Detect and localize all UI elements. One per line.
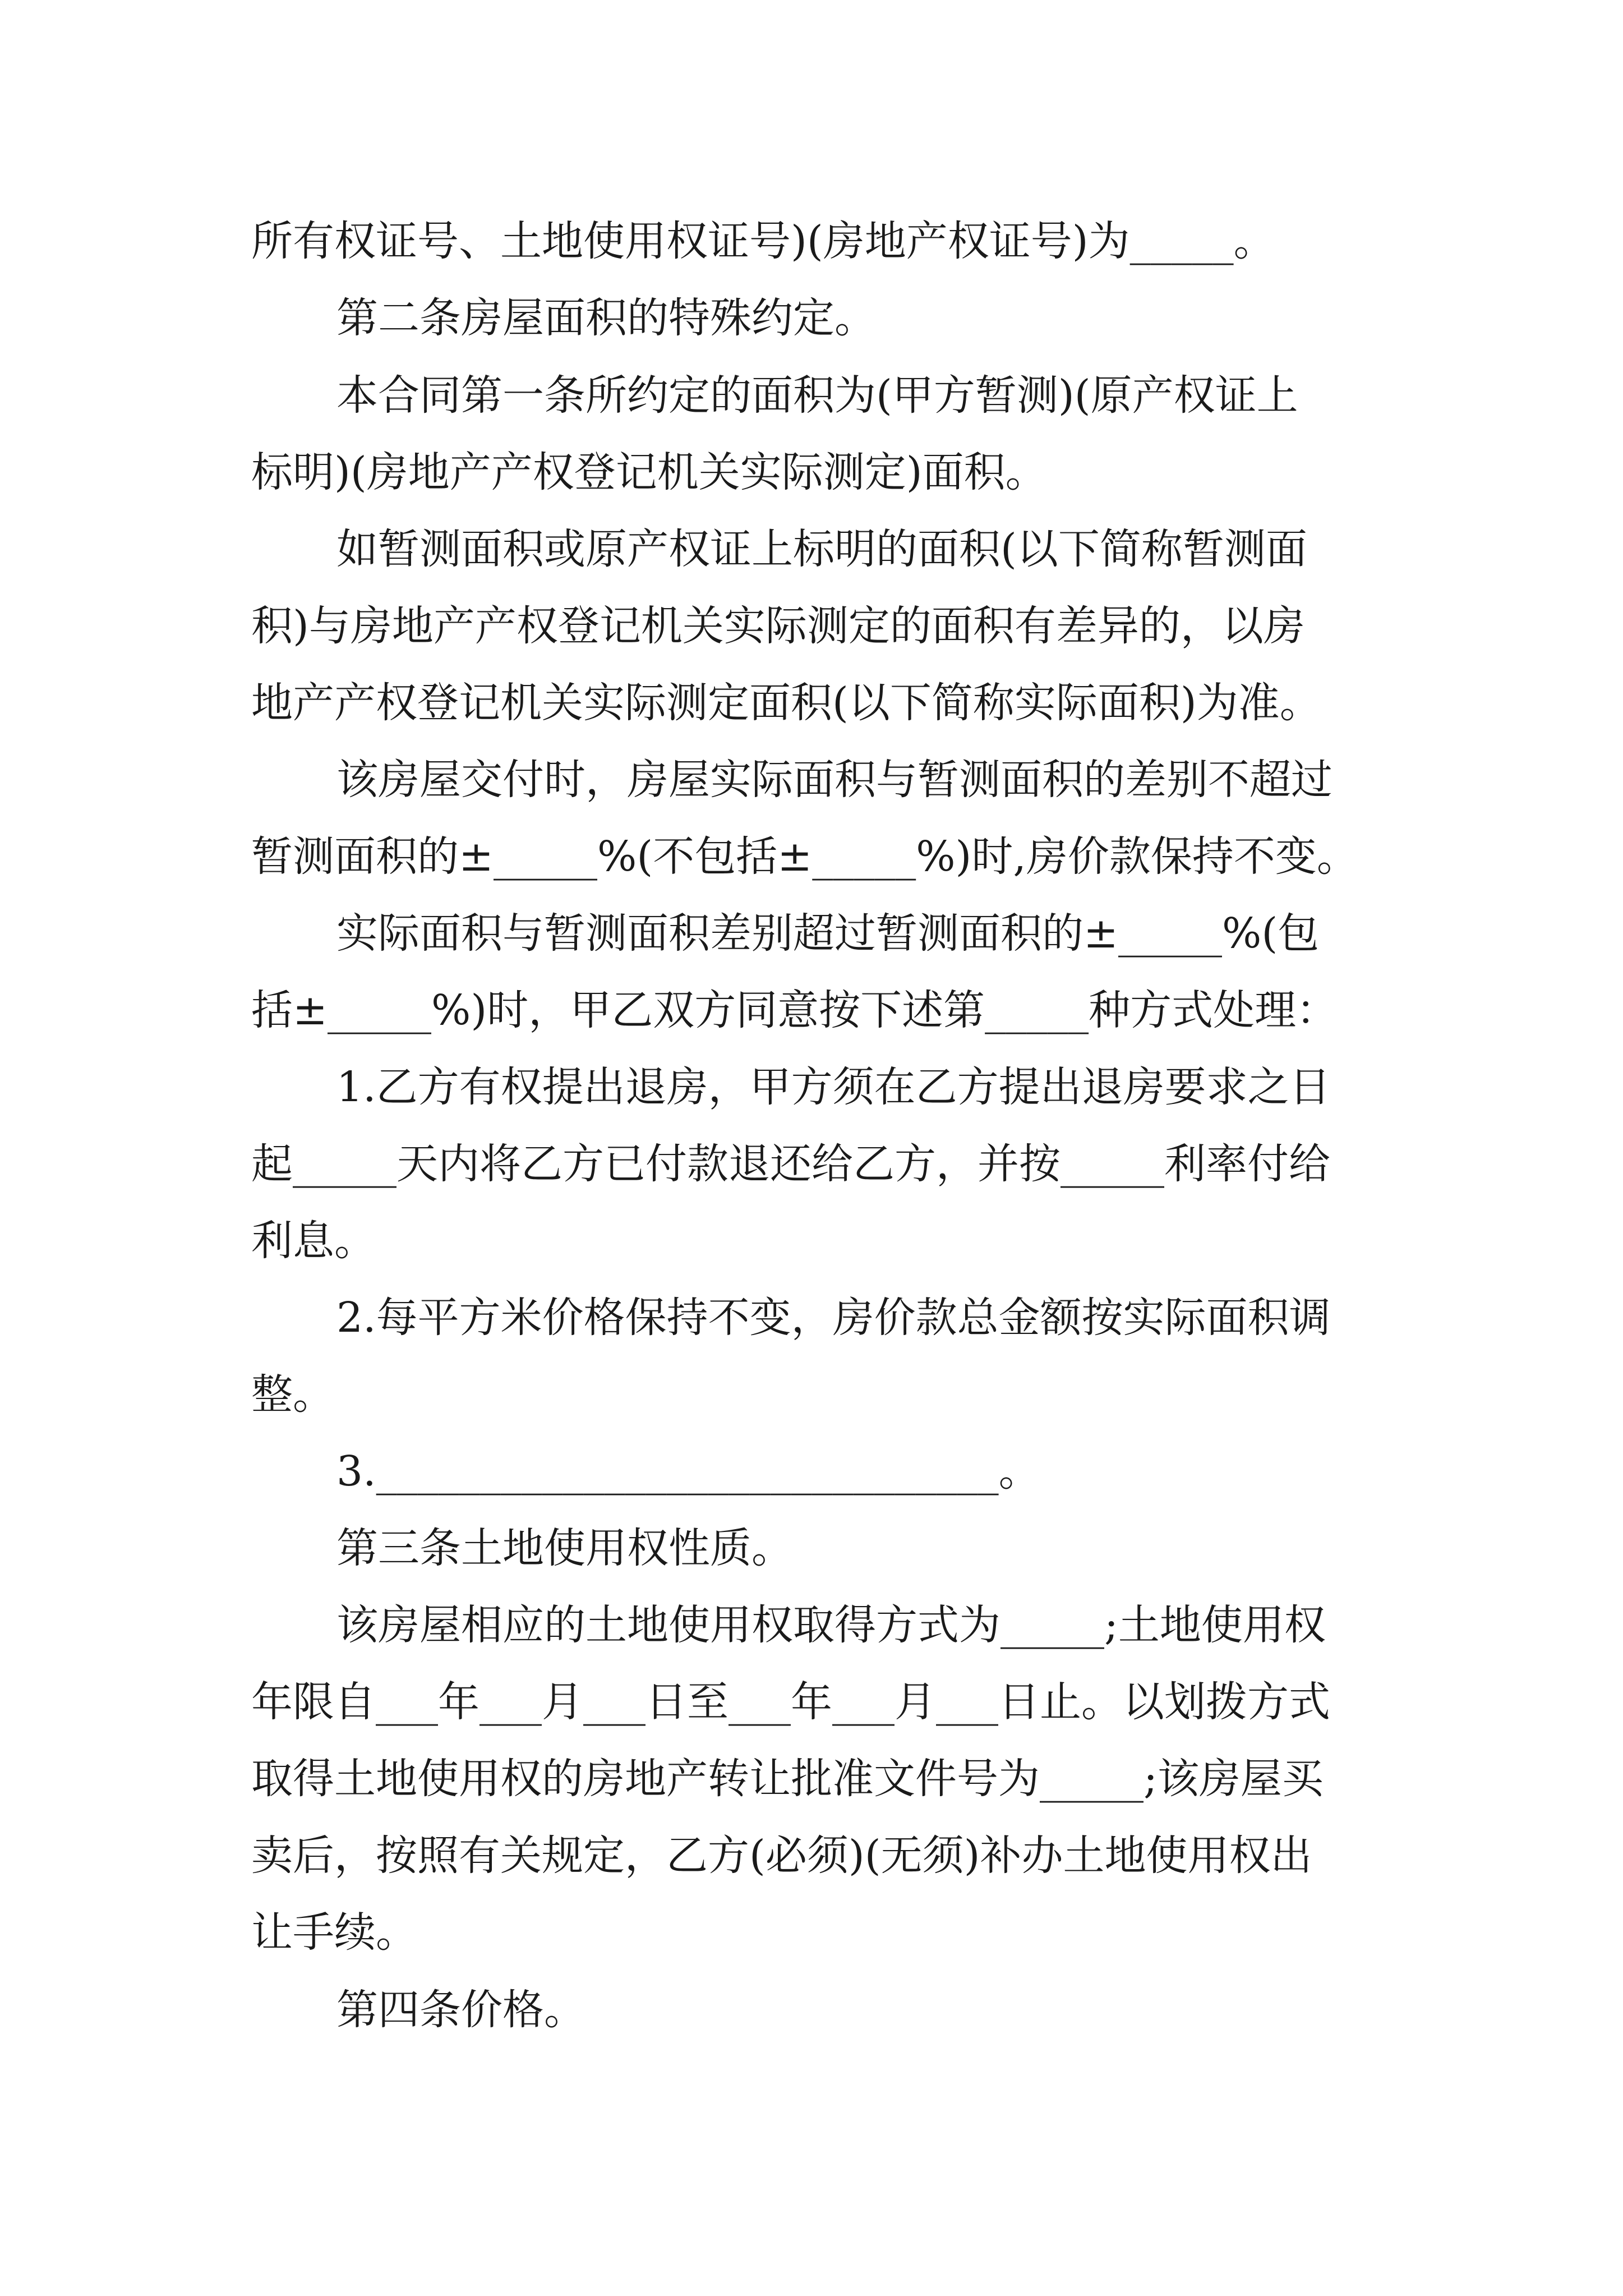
list-item-3: 3.______________________________。 xyxy=(336,1447,1040,1496)
text-line: 该房屋相应的土地使用权取得方式为_____;土地使用权 xyxy=(336,1601,1326,1649)
heading-article-3: 第三条土地使用权性质。 xyxy=(336,1524,793,1572)
text-line-ownership-cert: 所有权证号、土地使用权证号)(房地产权证号)为_____。 xyxy=(251,217,1275,265)
text-line: 积)与房地产产权登记机关实际测定的面积有差异的，以房 xyxy=(251,602,1305,650)
text-line: 本合同第一条所约定的面积为(甲方暂测)(原产权证上 xyxy=(336,371,1298,420)
text-line: 如暂测面积或原产权证上标明的面积(以下简称暂测面 xyxy=(336,525,1307,573)
text-line: 暂测面积的±_____%(不包括±_____%)时,房价款保持不变。 xyxy=(251,832,1358,881)
heading-article-2: 第二条房屋面积的特殊约定。 xyxy=(336,294,876,342)
text-line: 该房屋交付时，房屋实际面积与暂测面积的差别不超过 xyxy=(336,756,1332,804)
text-line: 取得土地使用权的房地产转让批准文件号为_____;该房屋买 xyxy=(251,1755,1324,1803)
text-line: 标明)(房地产产权登记机关实际测定)面积。 xyxy=(251,448,1047,496)
heading-article-4: 第四条价格。 xyxy=(336,1986,585,2034)
text-line: 利息。 xyxy=(251,1217,376,1265)
text-line: 起_____天内将乙方已付款退还给乙方，并按_____利率付给 xyxy=(251,1140,1330,1188)
text-line: 让手续。 xyxy=(251,1908,417,1957)
text-line: 实际面积与暂测面积差别超过暂测面积的±_____%(包 xyxy=(336,909,1320,958)
list-item-2: 2.每平方米价格保持不变，房价款总金额按实际面积调 xyxy=(336,1294,1331,1342)
text-line: 括±_____%)时，甲乙双方同意按下述第_____种方式处理： xyxy=(251,986,1338,1034)
text-line: 整。 xyxy=(251,1370,334,1419)
text-line: 年限自___年___月___日至___年___月___日止。以划拨方式 xyxy=(251,1678,1330,1726)
text-line: 卖后，按照有关规定，乙方(必须)(无须)补办土地使用权出 xyxy=(251,1832,1312,1880)
list-item-1: 1.乙方有权提出退房，甲方须在乙方提出退房要求之日 xyxy=(336,1063,1331,1111)
text-line: 地产产权登记机关实际测定面积(以下简称实际面积)为准。 xyxy=(251,679,1321,727)
